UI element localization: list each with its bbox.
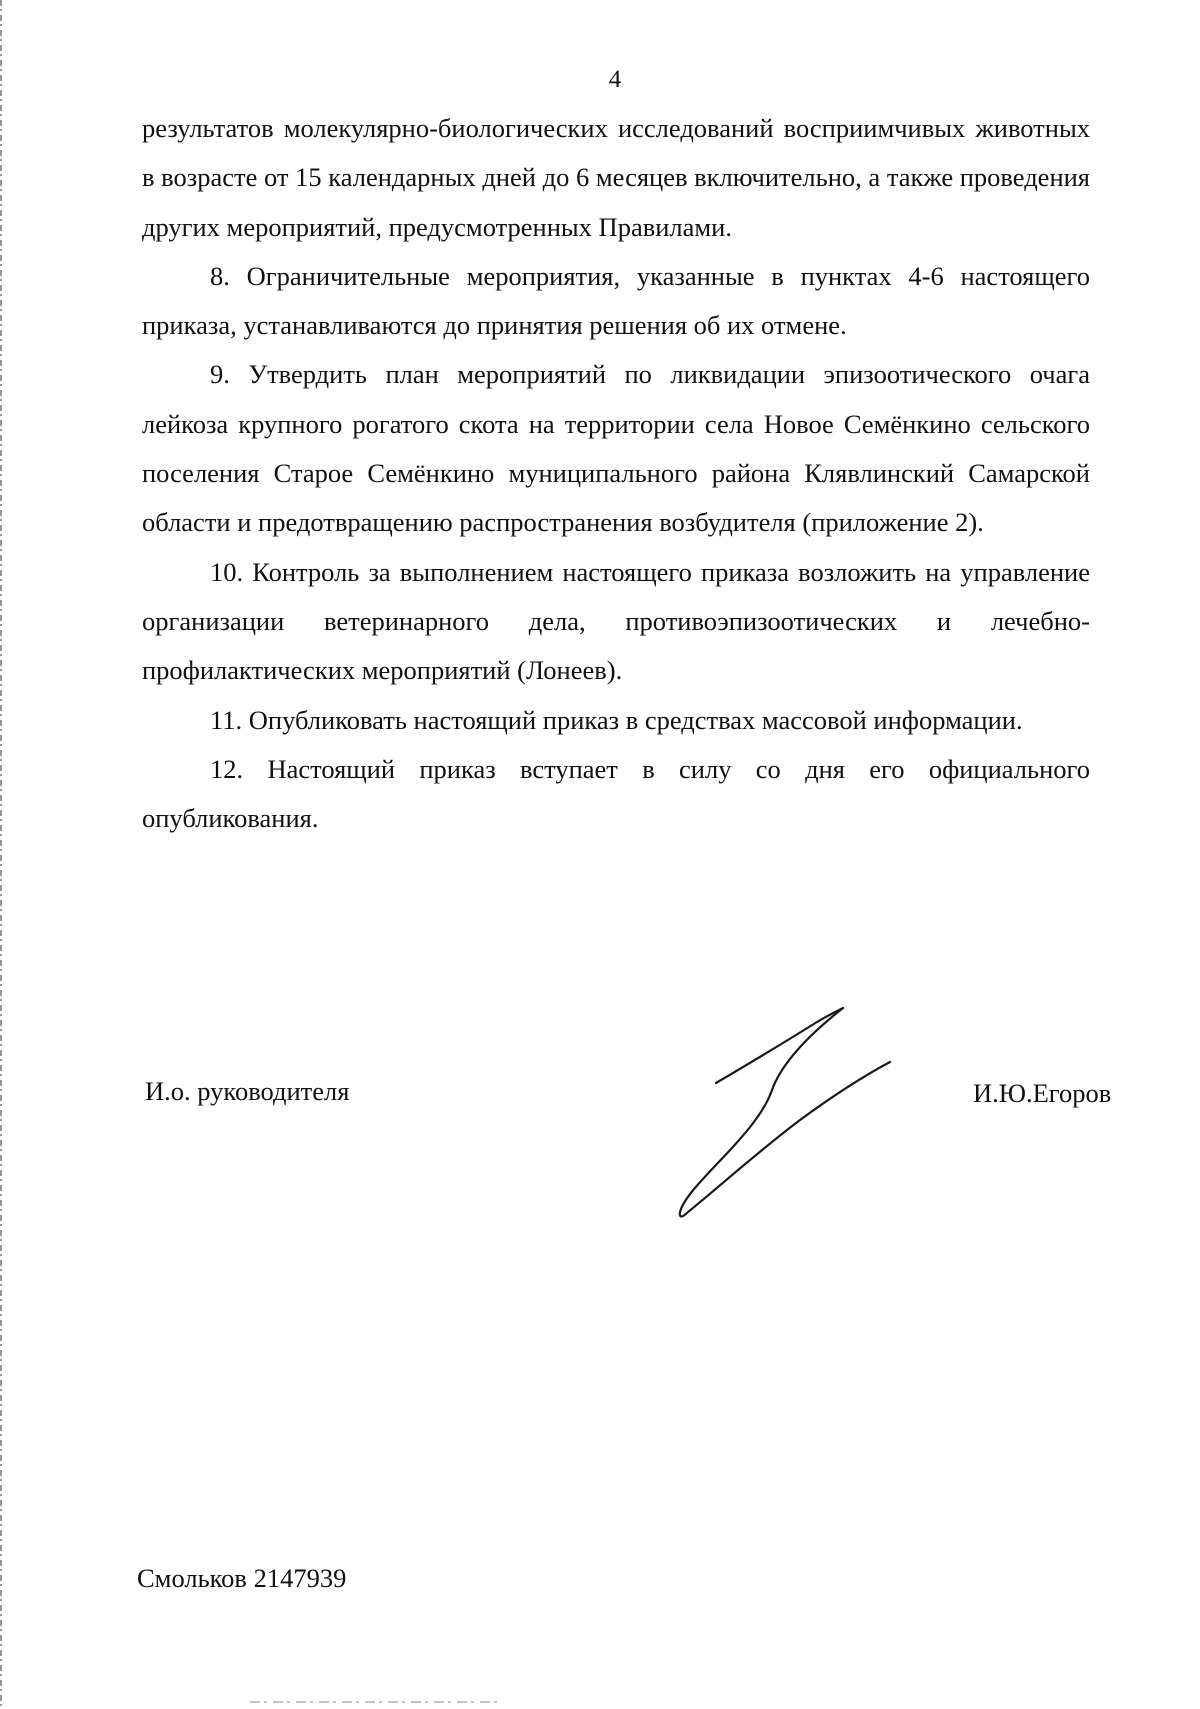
signatory-name: И.Ю.Егоров bbox=[973, 1078, 1112, 1108]
scan-noise-artifact bbox=[250, 1699, 500, 1705]
page-number: 4 bbox=[608, 66, 622, 93]
paragraph-continuation: результатов молекулярно-биологических исследований восприимчивых животных в возрасте от 15 календарных дней до 6 месяцев включительно, а также проведения других мероприятий, предусмотренных Правилами. bbox=[142, 113, 1090, 242]
document-body bbox=[142, 104, 1090, 843]
paragraph-item-8: 8. Ограничительные мероприятия, указанные в пунктах 4-6 настоящего приказа, устанавливаются до принятия решения об их отмене. bbox=[142, 260, 1090, 341]
paragraph-item-12: 12. Настоящий приказ вступает в силу со дня его официального опубликования. bbox=[142, 753, 1090, 834]
paragraph-item-9: 9. Утвердить план мероприятий по ликвидации эпизоотического очага лейкоза крупного рогатого скота на территории села Новое Семёнкино сельского поселения Старое Семёнкино муниципального района Клявлинский Самарской области и предотвращению распространения возбудителя (приложение 2). bbox=[142, 359, 1090, 538]
paragraph-item-10: 10. Контроль за выполнением настоящего приказа возложить на управление организации ветеринарного дела, противоэпизоотических и лечебно-профилактических мероприятий (Лонеев). bbox=[142, 556, 1090, 686]
signatory-title: И.о. руководителя bbox=[145, 1076, 350, 1106]
handwritten-signature-icon bbox=[660, 990, 930, 1220]
paragraph-item-11: 11. Опубликовать настоящий приказ в средствах массовой информации. bbox=[210, 704, 1023, 735]
executor-contact: Смольков 2147939 bbox=[137, 1563, 347, 1593]
scan-edge-artifact bbox=[0, 0, 4, 1709]
